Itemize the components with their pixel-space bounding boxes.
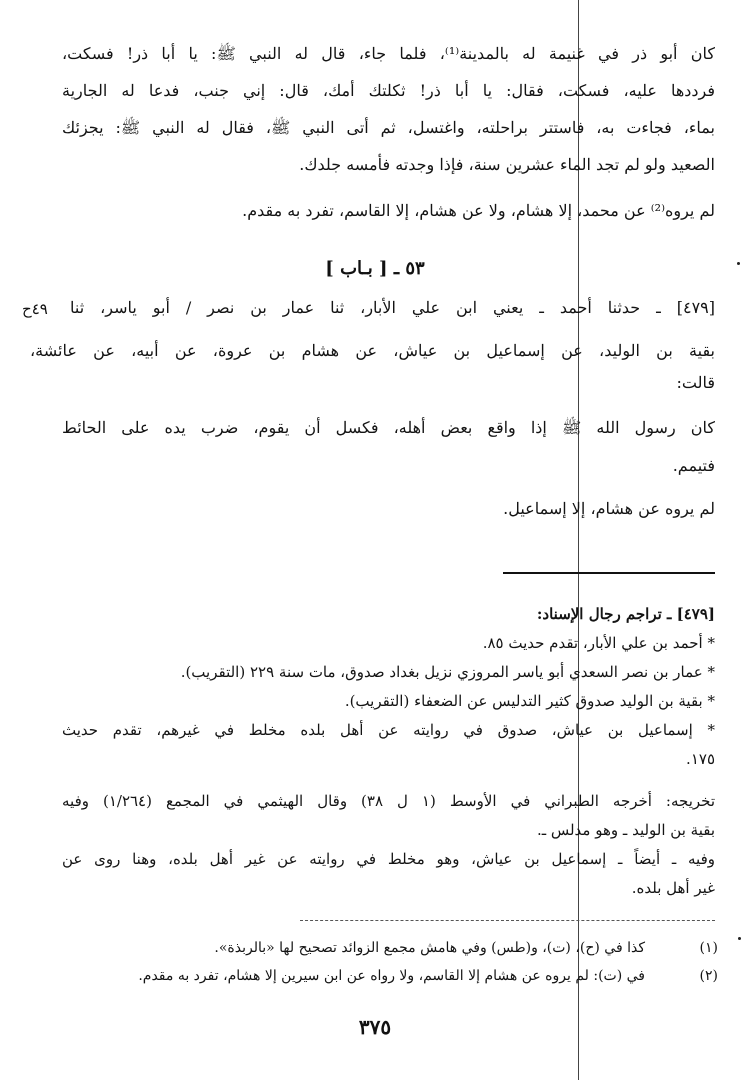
takhrij-line: وفيه ـ أيضاً ـ إسماعيل بن عياش، وهو مخلط في روايته عن غير أهل بلده، وهنا روى عن <box>62 850 715 868</box>
hadith-text-line: بماء، فجاءت به، فاستتر براحلته، واغتسل، ثم أتى النبي ﷺ، فقال له النبي ﷺ: يجزئك <box>62 118 715 137</box>
narrator-item: * بقية بن الوليد صدوق كثير التدليس عن الضعفاء (التقريب). <box>344 692 715 710</box>
matn-line: كان رسول الله ﷺ إذا واقع بعض أهله، فكسل أن يقوم، ضرب يده على الحائط <box>62 418 715 437</box>
hadith-text-line: فرددها عليه، فسكت، فقال: يا أبا ذر! ثكلتك أمك، قال: إني جنب، فدعا له الجارية <box>62 81 715 100</box>
takhrij-line: بقية بن الوليد ـ وهو مدلس ـ. <box>536 821 715 839</box>
commentary-title: [٤٧٩] ـ تراجم رجال الإسناد: <box>536 605 715 623</box>
hadith-text-line: كان أبو ذر في غنيمة له بالمدينة⁽¹⁾، فلما جاء، قال له النبي ﷺ: يا أبا ذر! فسكت، <box>62 44 715 63</box>
isnad-line: قالت: <box>676 373 715 392</box>
narrator-item: * إسماعيل بن عياش، صدوق في روايته عن أهل بلده مخلط في غيرهم، تقدم حديث <box>62 721 715 739</box>
isnad-line: بقية بن الوليد، عن إسماعيل بن عياش، عن هشام بن عروة، عن أبيه، عن عائشة، <box>30 341 715 360</box>
footnote-text: كذا في (ح)، (ت)، و(طس) وفي هامش مجمع الزوائد تصحيح لها «بالربذة». <box>214 940 645 956</box>
footnote-number: (١) <box>699 940 718 956</box>
isnad-line: [٤٧٩] ـ حدثنا أحمد ـ يعني ابن علي الأبار، ثنا عمار بن نصر / أبو ياسر، ثنا <box>70 298 715 317</box>
narrator-item: * أحمد بن علي الأبار، تقدم حديث ٨٥. <box>482 634 715 652</box>
takhrij-line: غير أهل بلده. <box>631 879 715 897</box>
narrator-item: ١٧٥. <box>686 750 715 768</box>
section-separator <box>503 572 715 574</box>
chapter-heading: ٥٣ ـ [ بـاب ] <box>325 258 425 279</box>
hadith-text-line: الصعيد ولو لم تجد الماء عشرين سنة، فإذا وجدته فأمسه جلدك. <box>299 155 715 174</box>
footnote-number: (٢) <box>699 968 718 984</box>
margin-dot <box>738 937 741 940</box>
margin-reference: ٤٩ح <box>22 300 48 318</box>
page-number: ٣٧٥ <box>358 1015 392 1039</box>
footnote-separator <box>300 920 715 921</box>
hadith-note: لم يروه⁽²⁾ عن محمد، إلا هشام، ولا عن هشام، إلا القاسم، تفرد به مقدم. <box>242 201 715 220</box>
takhrij-line: تخريجه: أخرجه الطبراني في الأوسط (١ ل ٣٨) وقال الهيثمي في المجمع (١/٢٦٤) وفيه <box>62 792 716 810</box>
matn-line: فتيمم. <box>672 456 715 475</box>
hadith-note: لم يروه عن هشام، إلا إسماعيل. <box>503 499 715 518</box>
margin-dot <box>737 262 740 265</box>
narrator-item: * عمار بن نصر السعدي أبو ياسر المروزي نزيل بغداد صدوق، مات سنة ٢٢٩ (التقريب). <box>180 663 715 681</box>
footnote-text: في (ت): لم يروه عن هشام إلا القاسم، ولا رواه عن ابن سيرين إلا هشام، تفرد به مقدم. <box>138 968 645 984</box>
